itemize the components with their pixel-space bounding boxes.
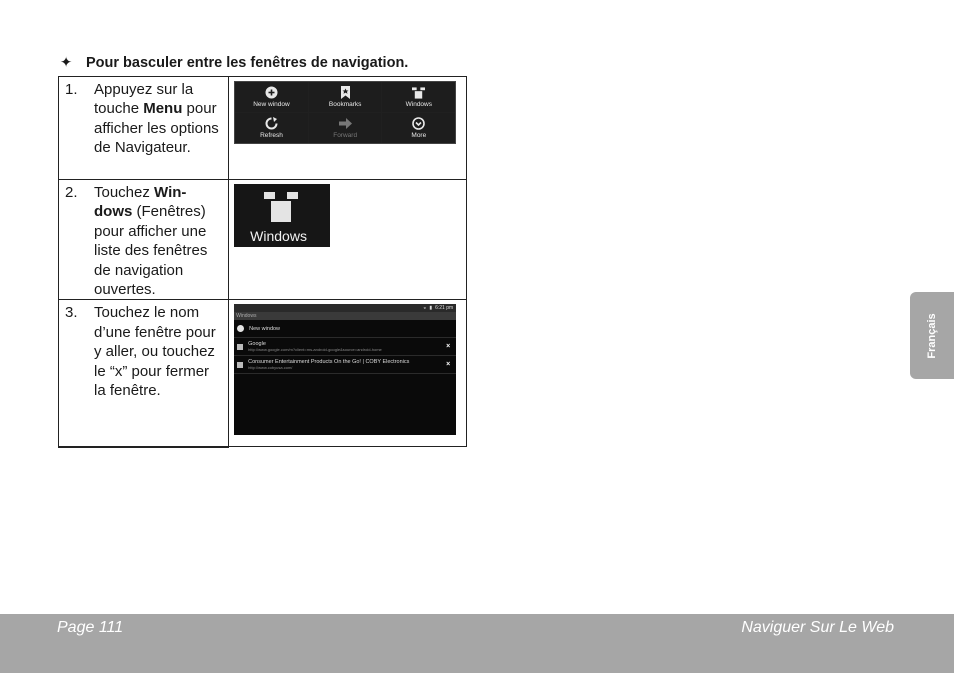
- status-bar: [234, 304, 456, 312]
- window-list-item: [234, 338, 456, 356]
- refresh-icon: [265, 117, 278, 130]
- new-window-row: [234, 320, 456, 338]
- window-list-screenshot: [234, 304, 456, 435]
- menu-screenshot: [234, 81, 456, 144]
- menu-item-label: Bookmarks: [328, 101, 362, 108]
- window-url: http://www.cobyusa.com/: [248, 365, 293, 371]
- step-2-number: 2.: [65, 184, 78, 201]
- menu-item-bookmarks: [309, 82, 382, 112]
- step-row-1: [59, 77, 467, 180]
- menu-item-forward: [309, 113, 382, 143]
- close-icon: ×: [446, 361, 451, 369]
- star-bullet-icon: ✦: [60, 55, 73, 71]
- page-number: Page 111: [57, 619, 124, 636]
- section-title: Naviguer Sur Le Web: [741, 619, 894, 636]
- step-1-image-cell: [229, 77, 467, 180]
- arrow-right-icon: [339, 117, 352, 130]
- step-row-3: [59, 300, 467, 447]
- plus-circle-icon: [265, 86, 278, 99]
- step-3-body: Touchez le nom d’une fenêtre pour y aller, ou touchez le “x” pour fermer la fenêtre.: [94, 304, 216, 400]
- window-title: Consumer Entertainment Products On the Go! | COBY Electronics: [248, 359, 410, 366]
- step-3-number: 3.: [65, 304, 78, 322]
- page-footer: [0, 614, 954, 673]
- steps-table: [58, 76, 467, 448]
- menu-item-label: New window: [253, 101, 290, 108]
- windows-button-screenshot: [234, 184, 330, 247]
- menu-item-more: [382, 113, 455, 143]
- bookmark-icon: [339, 86, 352, 99]
- new-window-label: New window: [249, 325, 281, 332]
- close-icon: ×: [446, 343, 451, 351]
- windows-icon: [412, 86, 425, 99]
- step-row-2: [59, 180, 467, 300]
- step-1-body: [94, 80, 222, 158]
- menu-item-label: More: [411, 132, 427, 139]
- language-tab-label: Français: [926, 313, 938, 359]
- chevron-down-circle-icon: [412, 117, 425, 130]
- step-2-image-cell: [229, 180, 467, 300]
- step-2-body: [94, 183, 222, 299]
- window-list-item: [234, 356, 456, 374]
- wifi-icon: ◒: [423, 305, 427, 312]
- window-title: Google: [248, 341, 266, 348]
- section-heading: [60, 55, 408, 71]
- step-1-text: Appuyez sur la touche: [94, 81, 194, 118]
- windows-icon: [264, 192, 298, 227]
- step-1-number: 1.: [65, 81, 78, 98]
- menu-item-label: Refresh: [260, 132, 283, 139]
- window-item-text: [248, 359, 443, 370]
- step-2-text: Touchez: [94, 184, 155, 201]
- step-2-text-cell: [59, 180, 229, 300]
- status-time: 6:21 pm: [435, 305, 454, 312]
- step-2-text-end: (Fenêtres) pour afficher une liste des fenêtres de navigation ouvertes.: [94, 203, 208, 299]
- step-3-text-cell: [59, 300, 229, 447]
- step-1-keyword: Menu: [143, 100, 183, 118]
- heading-text: Pour basculer entre les fenêtres de navigation.: [86, 55, 409, 71]
- step-3-image-cell: [229, 300, 467, 447]
- plus-circle-icon: [237, 325, 244, 332]
- menu-item-refresh: [235, 113, 308, 143]
- favicon-icon: [237, 362, 243, 368]
- window-url: http://www.google.com/m?client=ms-android-google&source=android-home: [248, 347, 382, 353]
- menu-item-label: Windows: [405, 101, 432, 108]
- language-tab: [910, 292, 954, 379]
- step-1-text-cell: [59, 77, 229, 180]
- menu-item-new-window: [235, 82, 308, 112]
- menu-item-label: Forward: [333, 132, 358, 139]
- menu-item-windows: [382, 82, 455, 112]
- step-2-keyword: Win-dows: [94, 184, 187, 221]
- window-list-title: Windows: [234, 312, 456, 320]
- window-item-text: [248, 341, 443, 352]
- battery-icon: ▮: [429, 305, 433, 312]
- windows-label: Windows: [250, 228, 307, 244]
- favicon-icon: [237, 344, 243, 350]
- step-1-text-end: pour afficher les options de Navigateur.: [94, 100, 219, 157]
